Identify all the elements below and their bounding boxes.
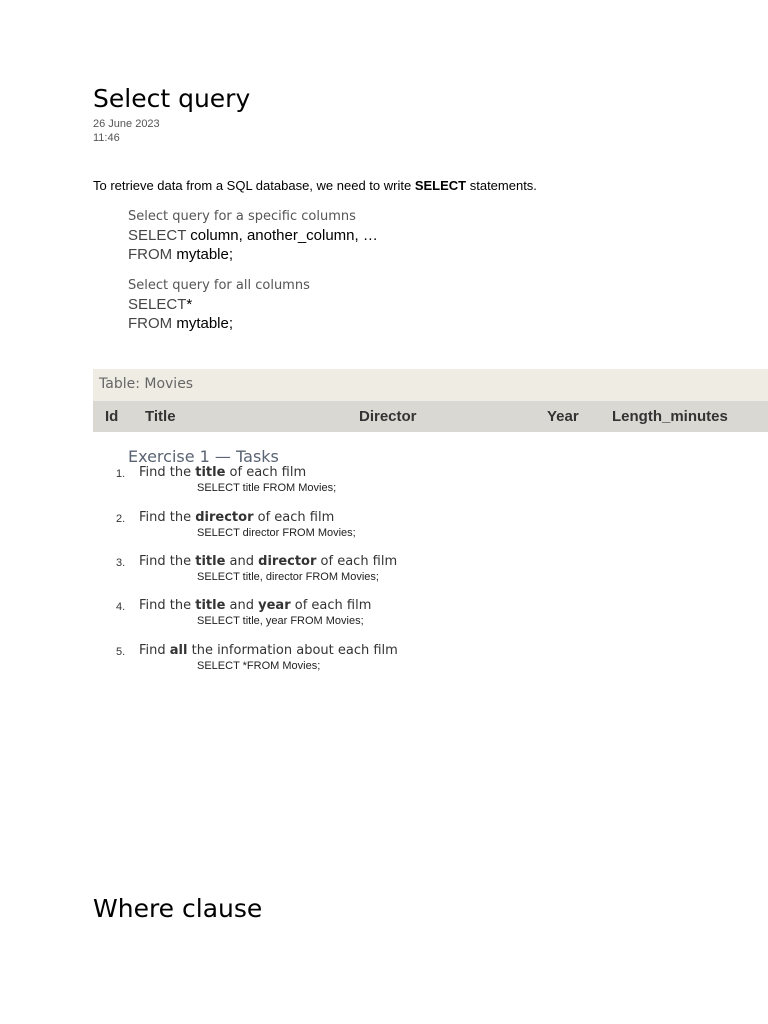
task-sql-answer: SELECT title, year FROM Movies; (197, 615, 364, 627)
table-caption: Table: Movies (93, 369, 768, 401)
task-emphasis: title (195, 598, 226, 613)
intro-keyword: SELECT (414, 178, 467, 193)
task-text: Find the (139, 465, 196, 480)
intro-text-after: statements. (466, 178, 537, 193)
task-text: of each film (316, 554, 398, 569)
task-sql-answer: SELECT title FROM Movies; (197, 482, 337, 494)
task-text: the information about each film (187, 643, 398, 658)
code-block-caption: Select query for all columns (128, 278, 310, 293)
column-header-title: Title (145, 408, 176, 425)
task-text: Find (139, 643, 170, 658)
task-number: 4. (116, 601, 126, 613)
task-emphasis: director (258, 554, 317, 569)
code-block-specific-columns (128, 208, 378, 264)
sql-keyword: SELECT (128, 227, 187, 244)
column-header-length-minutes: Length_minutes (612, 408, 728, 425)
task-question (139, 598, 371, 613)
task-number: 1. (116, 468, 126, 480)
code-line-from (128, 245, 378, 264)
task-sql-answer: SELECT *FROM Movies; (197, 660, 321, 672)
page-date: 26 June 2023 (93, 118, 160, 130)
task-text: of each film (225, 465, 307, 480)
sql-keyword: SELECT (128, 296, 187, 313)
column-header-year: Year (547, 408, 579, 425)
exercise-heading: Exercise 1 — Tasks (128, 447, 279, 466)
task-question (139, 554, 397, 569)
task-text: and (225, 598, 259, 613)
task-emphasis: title (195, 554, 226, 569)
section-heading-where-clause: Where clause (93, 894, 263, 923)
task-emphasis: title (195, 465, 226, 480)
code-line-from (128, 314, 310, 333)
sql-keyword: FROM (128, 315, 173, 332)
task-emphasis: director (195, 510, 254, 525)
intro-paragraph (93, 178, 537, 193)
code-line-select (128, 295, 310, 314)
task-sql-answer: SELECT director FROM Movies; (197, 527, 356, 539)
task-question (139, 465, 306, 480)
column-header-director: Director (359, 408, 417, 425)
task-text: of each film (253, 510, 335, 525)
code-block-caption: Select query for a specific columns (128, 209, 356, 224)
task-text: and (225, 554, 259, 569)
task-number: 3. (116, 557, 126, 569)
intro-text-before: To retrieve data from a SQL database, we need to write (93, 178, 415, 193)
task-text: Find the (139, 510, 196, 525)
task-question (139, 510, 334, 525)
task-sql-answer: SELECT title, director FROM Movies; (197, 571, 379, 583)
task-number: 2. (116, 513, 126, 525)
code-block-all-columns (128, 277, 310, 333)
page-title: Select query (93, 84, 251, 113)
task-question (139, 643, 398, 658)
sql-text: * (186, 296, 193, 313)
task-text: Find the (139, 598, 196, 613)
table-header-row (93, 401, 768, 432)
task-emphasis: year (258, 598, 291, 613)
task-emphasis: all (169, 643, 188, 658)
page-time: 11:46 (93, 132, 120, 144)
movies-table (93, 369, 768, 432)
task-number: 5. (116, 646, 126, 658)
column-header-id: Id (105, 408, 119, 425)
task-text: of each film (290, 598, 372, 613)
code-line-select (128, 226, 378, 245)
sql-text: column, another_column, … (186, 227, 378, 244)
sql-keyword: FROM (128, 246, 173, 263)
sql-text: mytable; (172, 315, 234, 332)
task-text: Find the (139, 554, 196, 569)
sql-text: mytable; (172, 246, 234, 263)
